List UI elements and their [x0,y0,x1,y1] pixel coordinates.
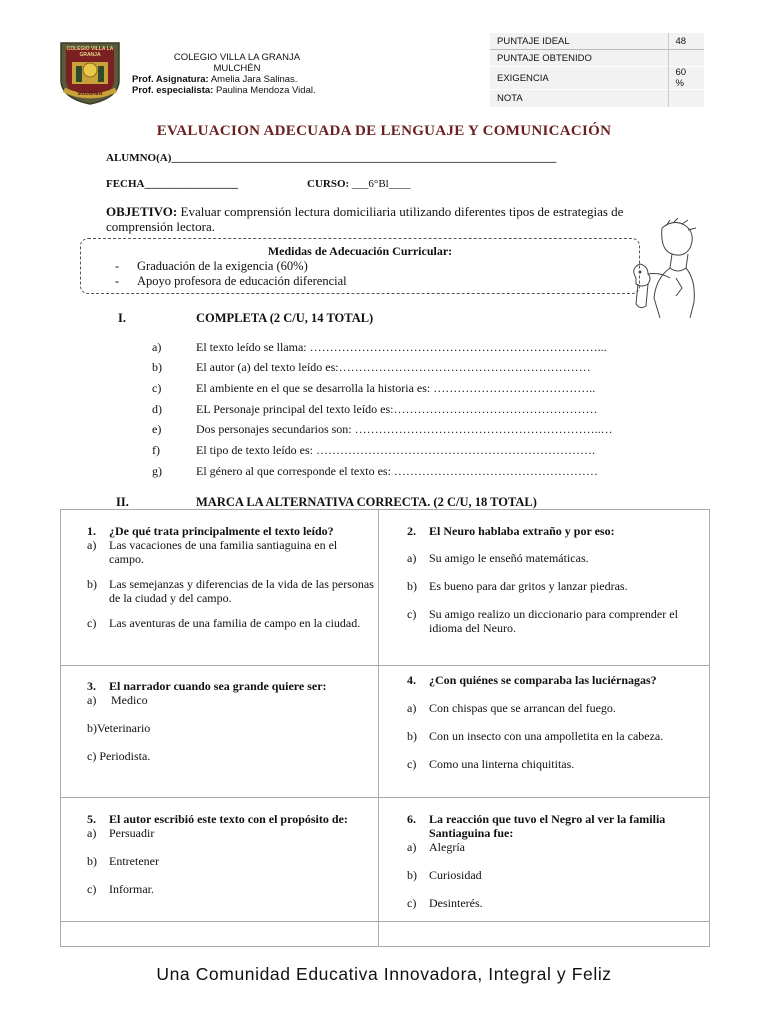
option-letter: c) [407,607,417,621]
prof-asignatura-value: Amelia Jara Salinas. [210,74,298,85]
score-label: PUNTAJE IDEAL [490,33,668,50]
item-text: Dos personajes secundarios son: ……………………………………………………..… [196,422,613,436]
option-b[interactable] [407,579,707,593]
page-title: EVALUACION ADECUADA DE LENGUAJE Y COMUNICACIÓN [156,123,612,139]
option-letter: a) [407,551,417,565]
grid-divider [61,665,709,666]
objetivo-text: Evaluar comprensión lectura domiciliaria utilizando diferentes tipos de estrategias de comprensión lectora. [106,204,624,234]
question-text: El Neuro hablaba extraño y por eso: [429,524,615,538]
fecha-field[interactable]: FECHA_________________ [106,178,238,190]
option-text: Como una linterna chiquititas. [429,757,575,771]
completa-item-b[interactable] [152,360,591,375]
option-text: b)Veterinario [87,721,151,735]
item-text: El ambiente en el que se desarrolla la historia es: ………………………………….. [196,381,596,395]
questions-grid [60,509,710,947]
score-label: PUNTAJE OBTENIDO [490,50,668,67]
score-value[interactable] [668,90,704,107]
option-text: Las semejanzas y diferencias de la vida de las personas de la ciudad y del campo. [109,577,374,605]
curso-field[interactable] [307,178,411,190]
item-letter: e) [152,422,162,436]
option-text: Informar. [109,882,154,896]
option-text: Es bueno para dar gritos y lanzar piedras. [429,579,628,593]
completa-item-a[interactable] [152,340,607,355]
option-b[interactable] [407,729,707,743]
option-b[interactable] [407,868,707,882]
section-1-number: I. [118,311,126,325]
item-text: El texto leído se llama: ………………………………………………………………... [196,340,607,354]
medidas-title: Medidas de Adecuación Curricular: [267,244,453,258]
option-text: Medico [111,693,148,707]
option-text: Su amigo realizo un diccionario para comprender el idioma del Neuro. [429,607,678,635]
score-value[interactable]: 60 % [668,67,704,90]
question-text: ¿De qué trata principalmente el texto leído? [109,524,334,538]
question-number: 2. [407,524,416,538]
option-letter: c) [407,896,417,910]
question-number: 4. [407,673,416,687]
item-letter: a) [152,340,162,354]
score-row [490,90,704,107]
option-text: Persuadir [109,826,155,840]
medidas-box [80,238,640,294]
score-label: EXIGENCIA [490,67,668,90]
school-info [132,52,362,96]
item-text: El género al que corresponde el texto es: …………………………………………… [196,464,598,478]
question-3 [87,679,375,763]
option-letter: b) [407,868,417,882]
question-6 [407,812,707,910]
item-text: El tipo de texto leído es: ……………………………………………………………. [196,443,595,457]
score-value[interactable]: 48 [668,33,704,50]
medidas-item-text: Apoyo profesora de educación diferencial [137,274,347,288]
objetivo-label: OBJETIVO: [106,204,178,219]
question-text: El narrador cuando sea grande quiere ser: [109,679,327,693]
alumno-field[interactable]: ALUMNO(A)______________________________________________________________________ [106,152,557,164]
item-letter: d) [152,402,162,416]
question-2 [407,524,707,635]
question-number: 5. [87,812,96,826]
question-number: 1. [87,524,96,538]
school-city: MULCHÉN [213,63,261,74]
option-a[interactable] [407,840,707,854]
footer-motto: Una Comunidad Educativa Innovadora, Integral y Feliz [156,964,612,984]
medidas-item: - Apoyo profesora de educación diferencial [115,274,347,288]
option-letter: b) [87,854,97,868]
medidas-item-text: Graduación de la exigencia (60%) [137,259,308,273]
option-c[interactable] [407,896,707,910]
option-letter: a) [407,840,417,854]
item-letter: f) [152,443,160,457]
option-a[interactable] [87,538,375,566]
option-b[interactable] [87,577,375,605]
prof-asignatura-label: Prof. Asignatura: [132,74,209,85]
question-number: 3. [87,679,96,693]
option-letter: a) [87,826,97,840]
section-2-title: MARCA LA ALTERNATIVA CORRECTA. (2 C/U, 18 TOTAL) [196,495,537,509]
grid-divider [378,510,379,946]
option-letter: a) [87,538,97,552]
option-text: c) Periodista. [87,749,151,763]
question-text: ¿Con quiénes se comparaba las luciérnagas? [429,673,657,687]
option-text: Curiosidad [429,868,482,882]
completa-item-e[interactable] [152,422,613,437]
prof-especialista-value: Paulina Mendoza Vidal. [215,85,316,96]
item-letter: g) [152,464,162,478]
prof-asignatura [132,74,362,85]
curso-value: ___6°Bl____ [351,178,411,190]
school-logo [58,40,122,106]
question-4 [407,673,707,771]
option-c[interactable] [87,882,375,896]
curso-label: CURSO: [307,178,350,190]
item-text: El autor (a) del texto leído es:……………………………………………………… [196,360,591,374]
score-row [490,67,704,90]
option-text: Su amigo le enseñó matemáticas. [429,551,589,565]
option-a[interactable] [87,693,375,707]
boy-with-dog-illustration [626,218,706,322]
question-number: 6. [407,812,416,826]
option-letter: b) [407,729,417,743]
question-5 [87,812,375,896]
option-text: Entretener [109,854,159,868]
grid-divider [61,797,709,798]
prof-especialista-label: Prof. especialista: [132,85,214,96]
section-1-title: COMPLETA (2 C/U, 14 TOTAL) [196,311,374,325]
option-letter: c) [407,757,417,771]
option-text: Alegría [429,840,465,854]
item-letter: b) [152,360,162,374]
score-row [490,50,704,67]
option-letter: b) [87,577,97,591]
option-a[interactable] [407,701,707,715]
option-b[interactable] [87,721,375,735]
completa-item-f[interactable] [152,443,595,458]
completa-item-c[interactable] [152,381,595,396]
option-letter: a) [87,693,97,707]
section-2-number: II. [116,495,129,509]
option-letter: b) [407,579,417,593]
option-letter: c) [87,616,97,630]
question-1 [87,524,375,630]
completa-item-d[interactable] [152,402,598,417]
score-row [490,33,704,50]
item-text: EL Personaje principal del texto leído es:…………………………………………… [196,402,598,416]
logo-top-text: COLEGIO VILLA LA GRANJA [66,46,114,58]
grid-divider [61,921,709,922]
option-c[interactable] [87,749,375,763]
option-text: Las aventuras de una familia de campo en la ciudad. [109,616,361,630]
logo-bottom-text: MULCHEN [77,91,103,97]
school-name: COLEGIO VILLA LA GRANJA [173,52,301,63]
question-text: La reacción que tuvo el Negro al ver la familia Santiaguina fue: [429,812,666,840]
option-text: Las vacaciones de una familia santiaguina en el campo. [109,538,338,566]
medidas-item: - Graduación de la exigencia (60%) [115,259,308,273]
option-a[interactable] [407,551,707,565]
option-a[interactable] [87,826,375,840]
objetivo-paragraph [106,204,636,234]
score-table [490,32,704,107]
option-letter: c) [87,882,97,896]
option-text: Con chispas que se arrancan del fuego. [429,701,616,715]
option-c[interactable] [87,616,375,630]
option-letter: a) [407,701,417,715]
question-text: El autor escribió este texto con el propósito de: [109,812,348,826]
option-b[interactable] [87,854,375,868]
prof-especialista [132,85,362,96]
option-text: Desinterés. [429,896,483,910]
completa-item-g[interactable] [152,464,598,479]
item-letter: c) [152,381,162,395]
option-c[interactable] [407,757,707,771]
option-c[interactable] [407,607,707,635]
score-label: NOTA [490,90,668,107]
score-value[interactable] [668,50,704,67]
option-text: Con un insecto con una ampolletita en la cabeza. [429,729,664,743]
